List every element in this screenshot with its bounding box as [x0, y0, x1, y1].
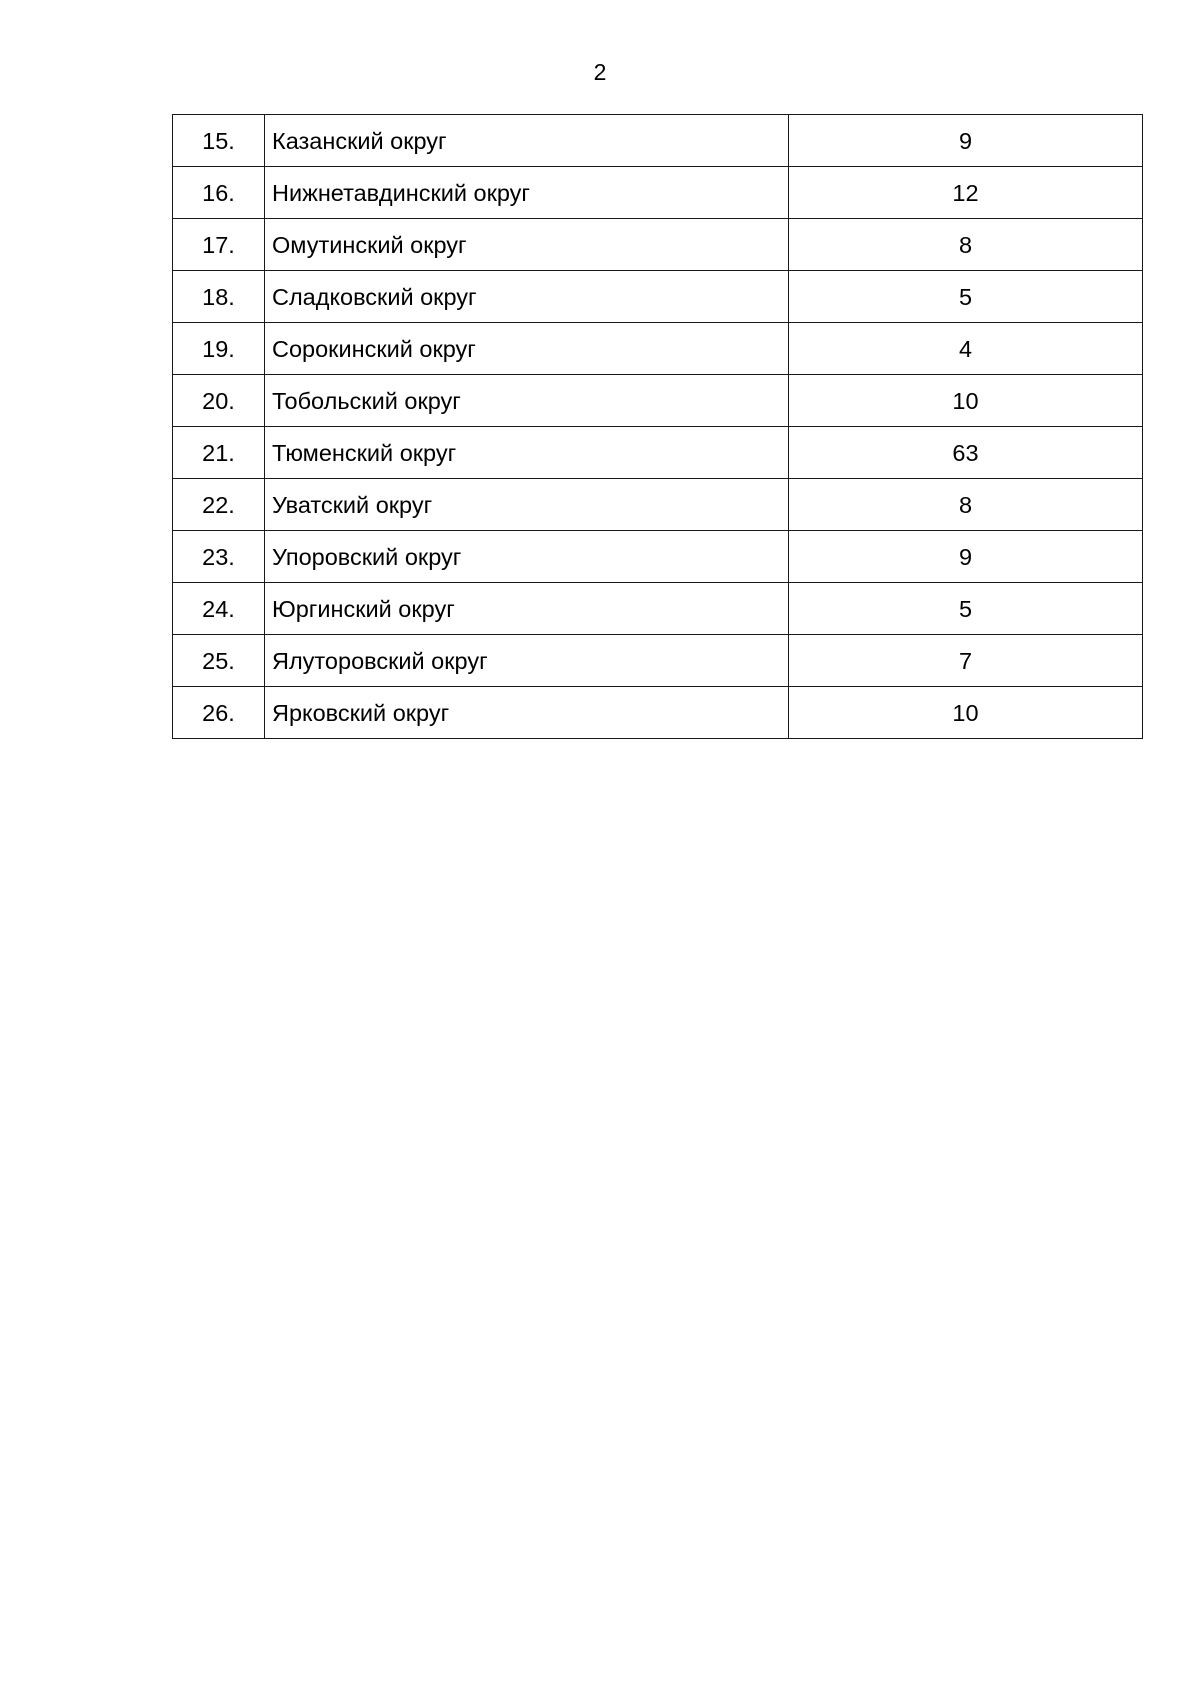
- district-count: 63: [789, 427, 1143, 479]
- table-row: [173, 635, 1143, 687]
- row-number: 18.: [173, 271, 265, 323]
- row-number: 23.: [173, 531, 265, 583]
- row-number: 24.: [173, 583, 265, 635]
- district-count: 9: [789, 531, 1143, 583]
- district-name: Омутинский округ: [265, 219, 789, 271]
- district-name: Юргинский округ: [265, 583, 789, 635]
- district-name: Нижнетавдинский округ: [265, 167, 789, 219]
- table-row: [173, 167, 1143, 219]
- district-name: Сладковский округ: [265, 271, 789, 323]
- table-row: [173, 583, 1143, 635]
- district-count: 5: [789, 583, 1143, 635]
- district-count: 7: [789, 635, 1143, 687]
- district-name: Сорокинский округ: [265, 323, 789, 375]
- district-count: 10: [789, 687, 1143, 739]
- district-name: Упоровский округ: [265, 531, 789, 583]
- district-name: Ялуторовский округ: [265, 635, 789, 687]
- table-row: [173, 531, 1143, 583]
- table-row: [173, 479, 1143, 531]
- row-number: 26.: [173, 687, 265, 739]
- district-count: 5: [789, 271, 1143, 323]
- table-row: [173, 323, 1143, 375]
- row-number: 20.: [173, 375, 265, 427]
- row-number: 21.: [173, 427, 265, 479]
- district-count: 12: [789, 167, 1143, 219]
- district-name: Ярковский округ: [265, 687, 789, 739]
- district-name: Тюменский округ: [265, 427, 789, 479]
- district-count: 9: [789, 115, 1143, 167]
- table-row: [173, 427, 1143, 479]
- table-row: [173, 375, 1143, 427]
- district-name: Тобольский округ: [265, 375, 789, 427]
- row-number: 19.: [173, 323, 265, 375]
- district-count: 8: [789, 479, 1143, 531]
- table-row: [173, 219, 1143, 271]
- row-number: 15.: [173, 115, 265, 167]
- row-number: 25.: [173, 635, 265, 687]
- district-count: 4: [789, 323, 1143, 375]
- districts-table-body: [173, 115, 1143, 739]
- page-number: 2: [593, 59, 607, 85]
- row-number: 17.: [173, 219, 265, 271]
- district-count: 10: [789, 375, 1143, 427]
- district-name: Уватский округ: [265, 479, 789, 531]
- table-row: [173, 687, 1143, 739]
- table-row: [173, 271, 1143, 323]
- districts-table: [172, 114, 1143, 739]
- district-name: Казанский округ: [265, 115, 789, 167]
- row-number: 16.: [173, 167, 265, 219]
- table-row: [173, 115, 1143, 167]
- row-number: 22.: [173, 479, 265, 531]
- district-count: 8: [789, 219, 1143, 271]
